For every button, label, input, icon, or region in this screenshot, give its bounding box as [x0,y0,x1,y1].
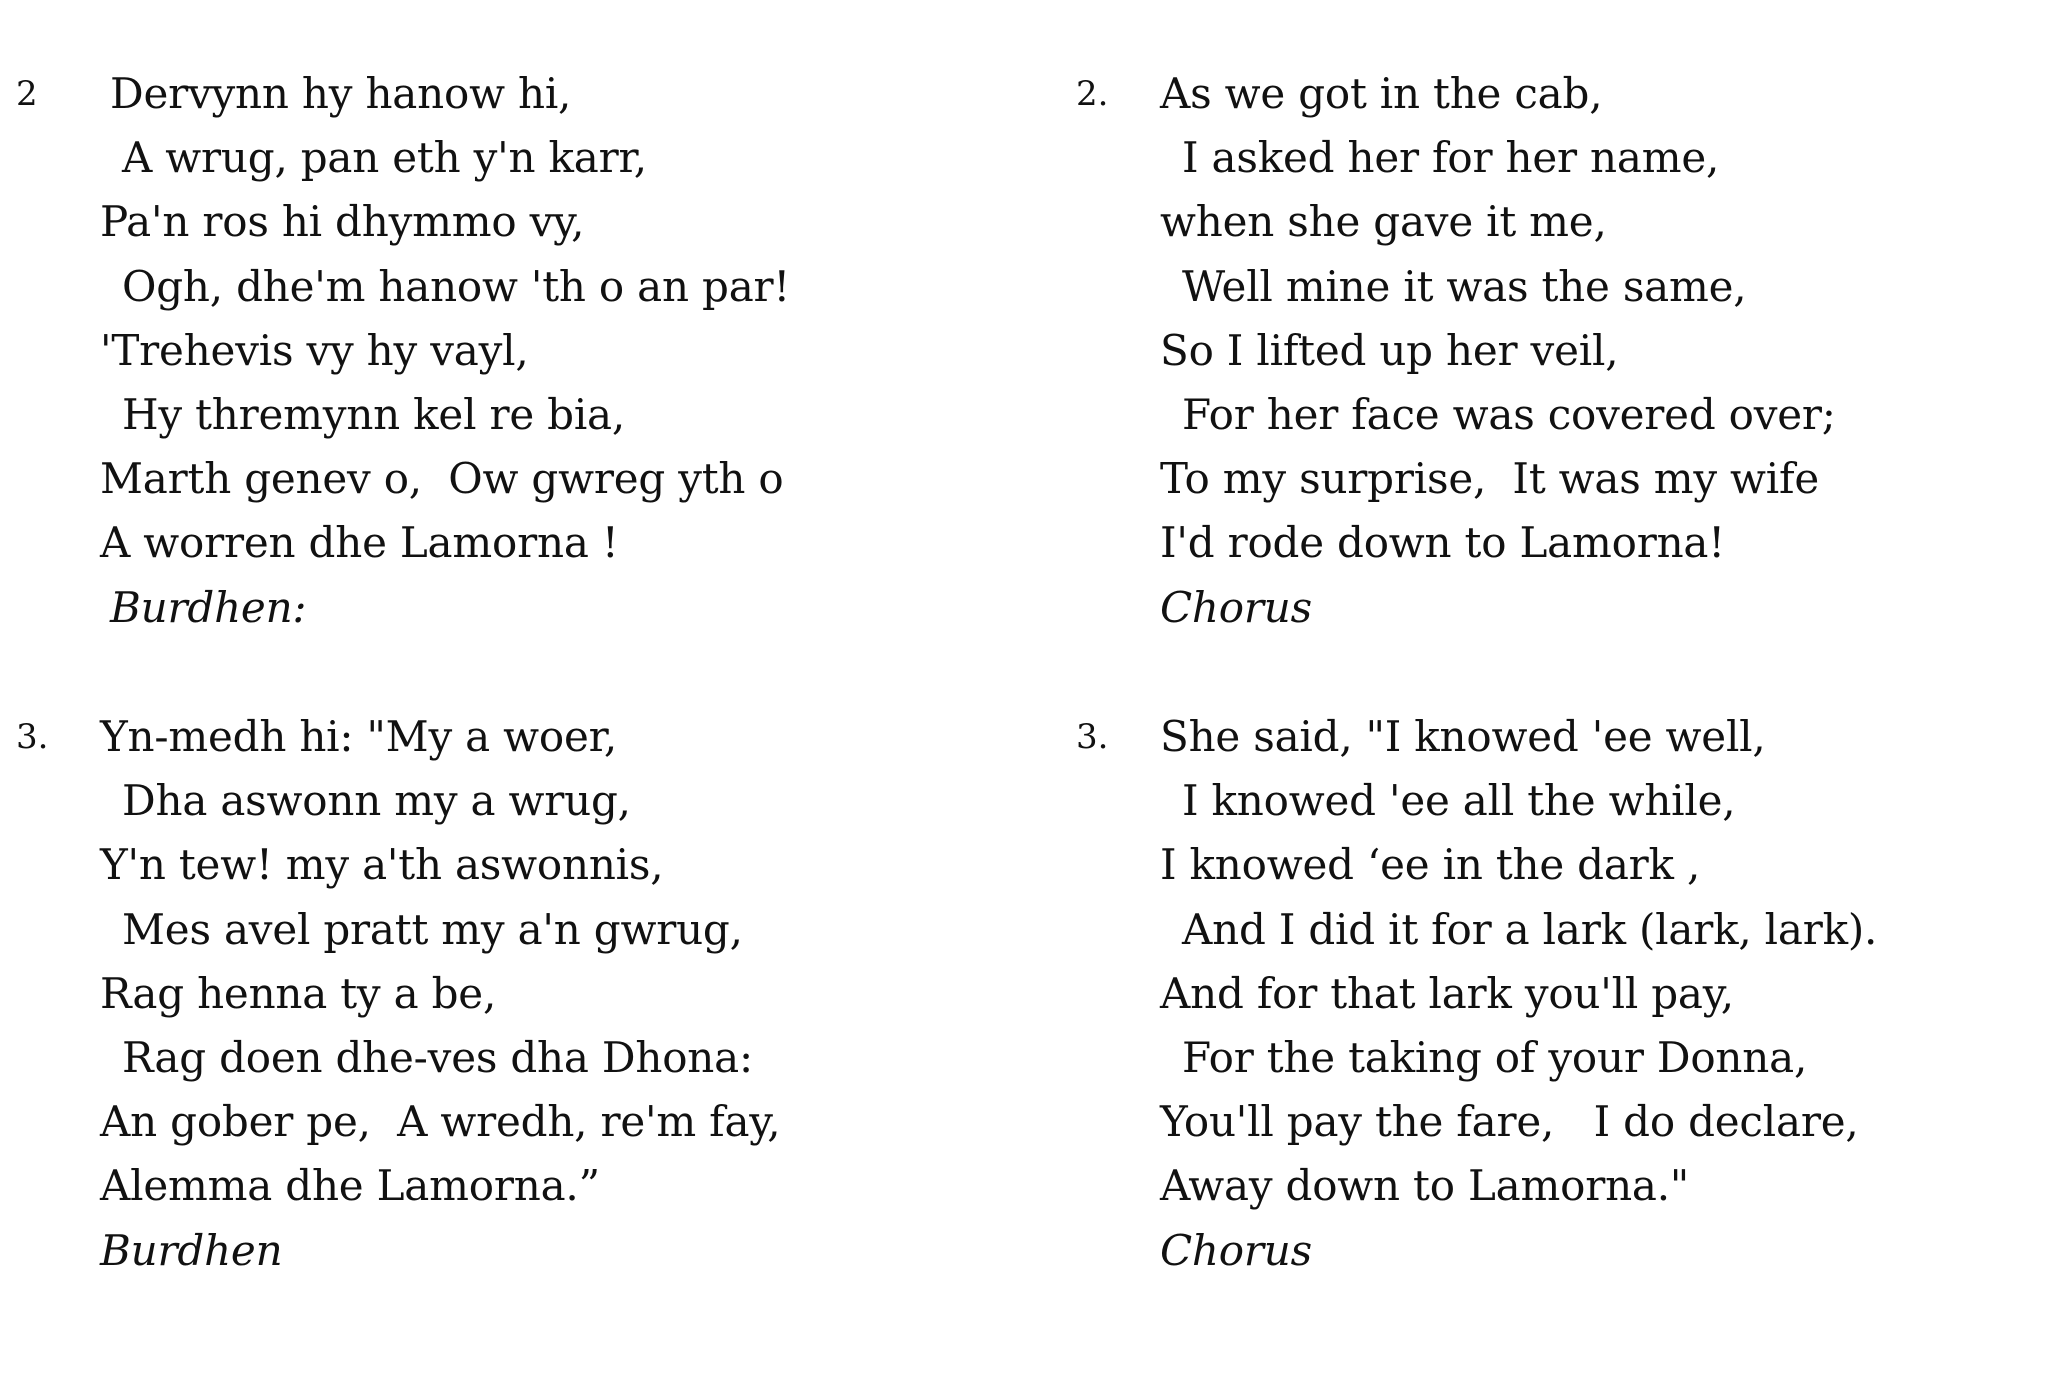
chorus-label: Chorus [1160,1225,1312,1275]
refrain-label: Burdhen: [110,582,307,632]
verse-line: Well mine it was the same, [1182,261,1747,311]
verse-lines [1160,705,1877,1283]
verse-line: Rag doen dhe-ves dha Dhona: [122,1032,753,1082]
verse-lines [100,62,790,640]
verse-line: Pa'n ros hi dhymmo vy, [100,197,585,247]
verse-line: when she gave it me, [1160,197,1607,247]
verse-line: Alemma dhe Lamorna.” [100,1161,600,1211]
verse-line: An gober pe, A wredh, re'm fay, [100,1097,781,1147]
verse-line: Hy thremynn kel re bia, [122,389,626,439]
chorus-label: Chorus [1160,582,1312,632]
verse-lines [1160,62,1836,640]
verse-line: I asked her for her name, [1182,133,1720,183]
verse-line: I knowed ‘ee in the dark , [1160,840,1701,890]
verse-line: So I lifted up her veil, [1160,325,1619,375]
verse-lines [100,705,780,1283]
verse-number: 3. [1076,717,1109,757]
verse-number: 3. [16,717,49,757]
verse-line: Marth genev o, Ow gwreg yth o [100,454,784,504]
cornish-column [0,0,1000,1388]
verse-line: For the taking of your Donna, [1182,1032,1808,1082]
verse-line: Away down to Lamorna." [1160,1161,1690,1211]
verse-line: I'd rode down to Lamorna! [1160,518,1725,568]
verse-line: I knowed 'ee all the while, [1182,776,1736,826]
verse-line: Y'n tew! my a'th aswonnis, [100,840,664,890]
verse-line: 'Trehevis vy hy vayl, [100,325,529,375]
verse-line: As we got in the cab, [1160,69,1603,118]
refrain-label: Burdhen [100,1225,283,1275]
verse-line: A worren dhe Lamorna ! [100,518,619,568]
verse-line: Ogh, dhe'm hanow 'th o an par! [122,261,791,311]
verse-line: A wrug, pan eth y'n karr, [122,133,647,183]
verse-number: 2 [16,74,38,114]
verse-line: For her face was covered over; [1182,389,1836,439]
english-column [1060,0,2048,1388]
verse-number: 2. [1076,74,1109,114]
verse-line: Yn-medh hi: "My a woer, [100,712,618,761]
verse-line: Dervynn hy hanow hi, [110,69,572,118]
verse-line: To my surprise, It was my wife [1160,454,1820,504]
verse-line: And I did it for a lark (lark, lark). [1182,904,1878,954]
verse-line: She said, "I knowed 'ee well, [1160,712,1766,761]
verse-line: Rag henna ty a be, [100,968,497,1018]
verse-line: You'll pay the fare, I do declare, [1160,1097,1859,1147]
verse-line: And for that lark you'll pay, [1160,968,1734,1018]
verse-line: Dha aswonn my a wrug, [122,776,631,826]
verse-line: Mes avel pratt my a'n gwrug, [122,904,743,954]
